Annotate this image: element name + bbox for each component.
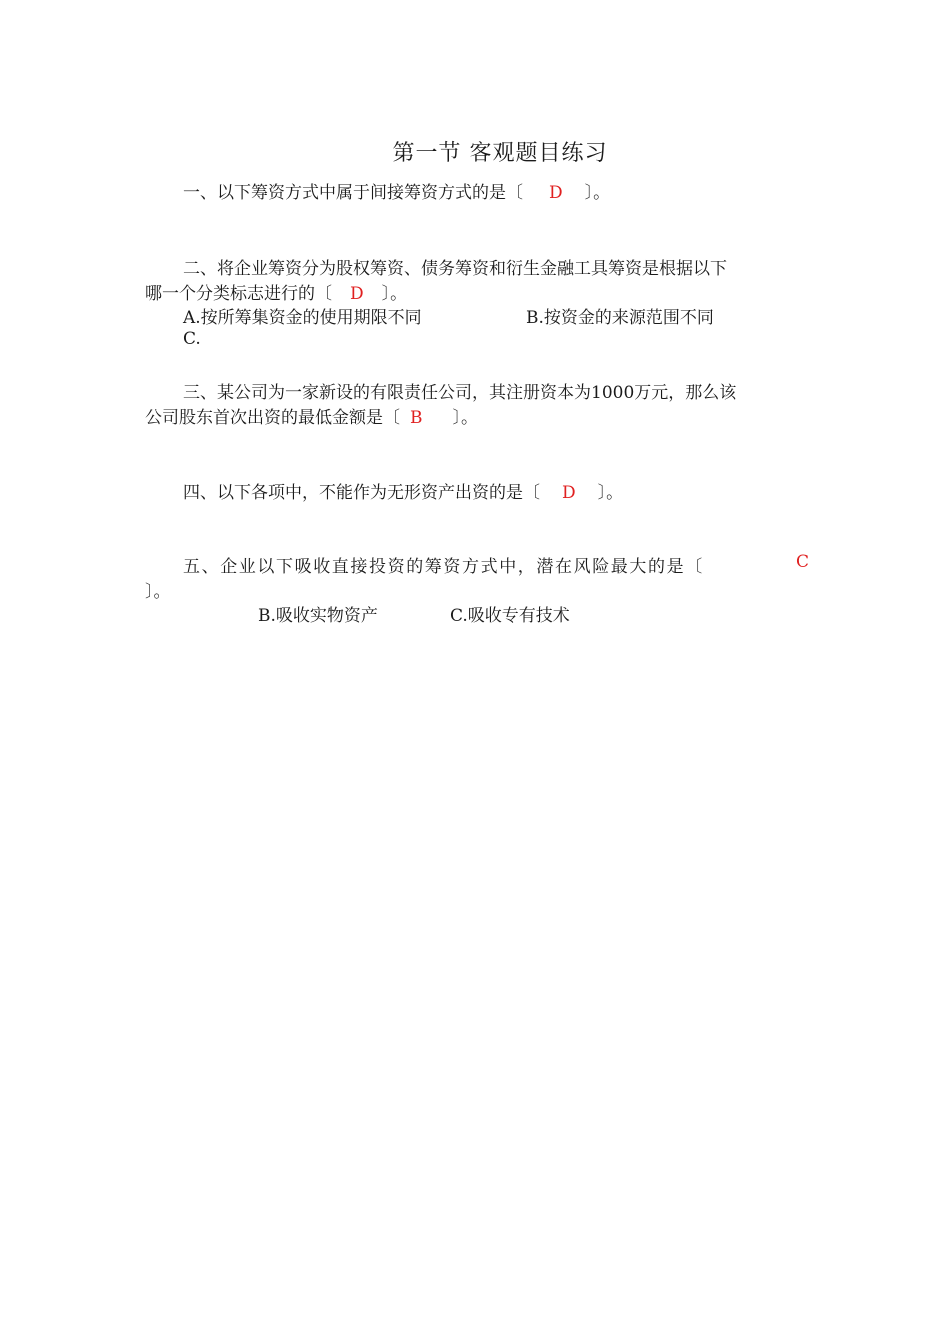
question-3-line-1: 三、某公司为一家新设的有限责任公司，其注册资本为1000万元，那么该 xyxy=(183,383,737,403)
question-2-line-1: 二、将企业筹资分为股权筹资、债务筹资和衍生金融工具筹资是根据以下 xyxy=(183,259,727,279)
question-3-close: 〕。 xyxy=(452,408,478,428)
question-3-answer: B xyxy=(410,408,423,428)
question-5-answer: C xyxy=(796,552,810,572)
question-2-text: 哪一个分类标志进行的〔 xyxy=(145,284,332,304)
question-2-option-a: A.按所筹集资金的使用期限不同 xyxy=(183,308,422,328)
question-1 xyxy=(183,178,610,203)
question-1-close: 〕。 xyxy=(584,183,611,203)
question-4-text: 四、以下各项中，不能作为无形资产出资的是〔 xyxy=(183,483,540,503)
page-title: 第一节 客观题目练习 xyxy=(392,141,608,166)
question-4-answer: D xyxy=(562,483,576,503)
question-3-text: 公司股东首次出资的最低金额是〔 xyxy=(145,408,400,428)
question-2-close: 〕。 xyxy=(381,284,408,304)
question-1-answer: D xyxy=(549,183,563,203)
question-5-close: 〕。 xyxy=(145,582,171,602)
question-2-option-b: B.按资金的来源范围不同 xyxy=(526,308,714,328)
question-5-option-c: C.吸收专有技术 xyxy=(450,606,570,626)
question-5-text: 五、企业以下吸收直接投资的筹资方式中，潜在风险最大的是〔 xyxy=(183,557,704,577)
question-5-option-b: B.吸收实物资产 xyxy=(258,606,378,626)
question-2-line-2 xyxy=(145,279,407,304)
question-2-answer: D xyxy=(350,284,364,304)
question-3-line-2 xyxy=(145,403,478,428)
question-1-text: 一、以下筹资方式中属于间接筹资方式的是〔 xyxy=(183,183,523,203)
question-4-close: 〕。 xyxy=(597,483,624,503)
question-4 xyxy=(183,478,623,503)
question-2-option-c: C. xyxy=(183,329,201,349)
